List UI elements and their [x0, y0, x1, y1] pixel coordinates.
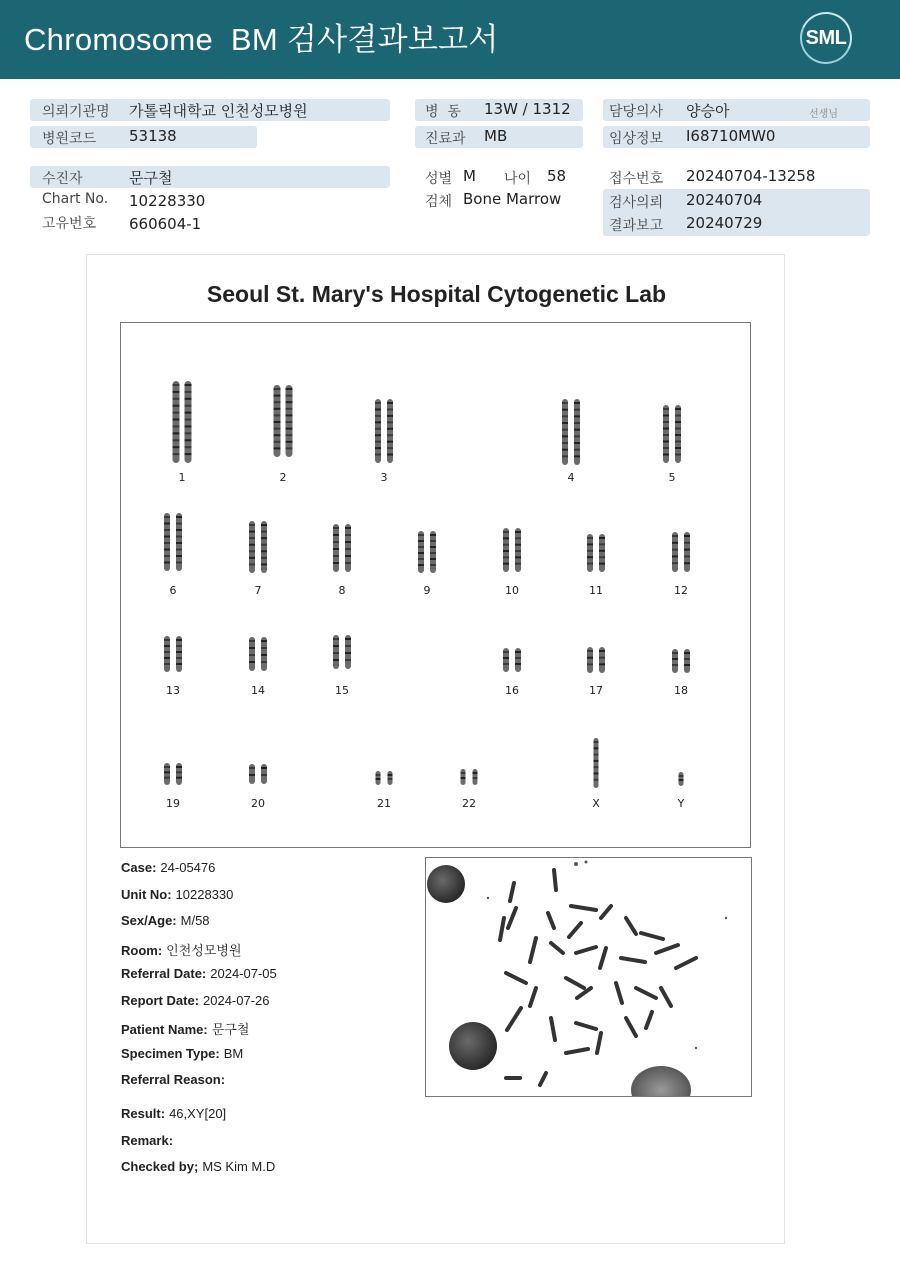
chromosome-16-icon	[499, 648, 525, 672]
examinee-row	[30, 166, 390, 188]
report-field-result-0	[121, 1106, 226, 1121]
report-field-value: 인천성모병원	[166, 942, 242, 958]
report-field-value: BM	[223, 1045, 244, 1061]
result-report-value: 20240729	[686, 214, 763, 232]
doctor-label: 담당의사	[609, 104, 664, 120]
logo-text: SML	[805, 27, 847, 49]
karyotype-panel	[120, 322, 751, 848]
chromosome-6-icon	[160, 513, 186, 571]
chromosome-label: 9	[423, 584, 431, 597]
unique-label: 고유번호	[42, 216, 97, 232]
chromosome-label: 1	[178, 471, 186, 484]
report-field-4	[121, 966, 277, 981]
doctor-value: 양승아	[686, 102, 730, 120]
receipt-value: 20240704-13258	[686, 167, 816, 185]
chromosome-12-icon	[668, 532, 694, 572]
age-label: 나이	[504, 171, 532, 187]
report-field-result-1	[121, 1133, 177, 1148]
specimen-value: Bone Marrow	[463, 190, 562, 208]
chromosome-label: 8	[338, 584, 346, 597]
report-field-7	[121, 1046, 243, 1061]
report-field-label: Referral Date:	[121, 966, 207, 981]
chromosome-label: 19	[166, 797, 180, 810]
report-field-1	[121, 887, 233, 902]
chromosome-label: 21	[377, 797, 391, 810]
chromosome-5-icon	[659, 405, 685, 463]
request-label: 검사의뢰	[609, 195, 664, 211]
report-field-value: 24-05476	[160, 860, 216, 875]
report-field-2	[121, 913, 210, 928]
chromosome-label: 16	[505, 684, 519, 697]
report-field-label: Room:	[121, 942, 163, 958]
report-field-label: Result:	[121, 1106, 166, 1121]
metaphase-image	[425, 857, 752, 1097]
report-field-value: MS Kim M.D	[202, 1159, 276, 1174]
report-field-value: 문구철	[211, 1022, 250, 1037]
specimen-label: 검체	[425, 194, 453, 210]
chromosome-label: 18	[674, 684, 688, 697]
chromosome-label: 11	[589, 584, 603, 597]
chromosome-label: Y	[677, 797, 685, 810]
chromosome-22-icon	[456, 769, 482, 785]
chromosome-20-icon	[245, 764, 271, 784]
report-field-label: Report Date:	[121, 992, 200, 1008]
report-field-result-2	[121, 1159, 275, 1174]
chromosome-label: 3	[380, 471, 388, 484]
chromosome-label: 17	[589, 684, 603, 697]
chromosome-label: 20	[251, 797, 265, 810]
report-field-value: 46,XY[20]	[169, 1106, 227, 1121]
chromosome-label: 4	[567, 471, 575, 484]
report-field-value: 2024-07-26	[203, 992, 270, 1008]
sex-value: M	[463, 167, 476, 185]
chromosome-label: 10	[505, 584, 519, 597]
request-value: 20240704	[686, 191, 763, 209]
report-field-label: Patient Name:	[121, 1022, 208, 1037]
report-field-8	[121, 1072, 229, 1087]
chromosome-label: 2	[279, 471, 287, 484]
chart-value: 10228330	[129, 192, 206, 210]
report-field-6	[121, 1019, 249, 1038]
sex-label: 성별	[425, 171, 453, 187]
hospital-code-value: 53138	[129, 127, 177, 145]
chromosome-label: 6	[169, 584, 177, 597]
report-field-label: Checked by;	[121, 1159, 199, 1174]
report-field-value: M/58	[180, 913, 210, 928]
department-label: 진료과	[425, 131, 466, 147]
chromosome-label: 7	[254, 584, 262, 597]
report-field-label: Remark:	[121, 1132, 174, 1148]
chromosome-7-icon	[245, 521, 271, 573]
chart-label: Chart No.	[42, 191, 109, 207]
report-field-0	[121, 860, 215, 875]
chromosome-3-icon	[371, 399, 397, 463]
chromosome-x-icon	[589, 738, 603, 788]
report-field-label: Sex/Age:	[121, 913, 177, 928]
institution-value: 가톨릭대학교 인천성모병원	[129, 102, 308, 120]
chromosome-10-icon	[499, 528, 525, 572]
chromosome-19-icon	[160, 763, 186, 785]
report-field-value: 10228330	[175, 886, 234, 902]
hospital-code-label: 병원코드	[42, 131, 97, 147]
report-field-value: 2024-07-05	[210, 966, 277, 981]
chromosome-21-icon	[371, 771, 397, 785]
chromosome-13-icon	[160, 636, 186, 672]
chromosome-2-icon	[270, 385, 296, 457]
chromosome-y-icon	[674, 772, 688, 786]
report-title: Chromosome BM 검사결과보고서	[24, 22, 499, 57]
chromosome-18-icon	[668, 649, 694, 673]
lab-report	[86, 254, 785, 1244]
chromosome-15-icon	[329, 635, 355, 669]
report-field-label: Unit No:	[121, 886, 172, 902]
report-field-5	[121, 993, 270, 1008]
examinee-label: 수진자	[42, 171, 83, 187]
clinical-label: 임상정보	[609, 131, 664, 147]
sml-logo	[800, 12, 852, 64]
chromosome-1-icon	[169, 381, 195, 463]
report-field-3	[121, 940, 242, 959]
doctor-suffix: 선생님	[809, 109, 838, 120]
report-field-label: Specimen Type:	[121, 1045, 220, 1061]
receipt-label: 접수번호	[609, 171, 664, 187]
chromosome-14-icon	[245, 637, 271, 671]
report-field-label: Case:	[121, 860, 157, 875]
chromosome-label: 13	[166, 684, 180, 697]
metaphase-spread-icon	[426, 858, 752, 1097]
institution-label: 의뢰기관명	[42, 104, 110, 120]
chromosome-9-icon	[414, 531, 440, 573]
chromosome-label: X	[592, 797, 600, 810]
examinee-value: 문구철	[129, 169, 173, 187]
chromosome-label: 5	[668, 471, 676, 484]
chromosome-17-icon	[583, 647, 609, 673]
chromosome-11-icon	[583, 534, 609, 572]
result-report-label: 결과보고	[609, 218, 664, 234]
report-header	[0, 0, 900, 79]
chromosome-label: 12	[674, 584, 688, 597]
ward-value: 13W / 1312	[484, 100, 571, 118]
clinical-value: I68710MW0	[686, 127, 776, 145]
age-value: 58	[547, 167, 567, 185]
chromosome-8-icon	[329, 524, 355, 572]
lab-title: Seoul St. Mary's Hospital Cytogenetic Lab	[206, 281, 667, 307]
unique-value: 660604-1	[129, 215, 202, 233]
chromosome-4-icon	[558, 399, 584, 465]
ward-label: 병 동	[425, 104, 461, 120]
department-value: MB	[484, 127, 508, 145]
chromosome-label: 15	[335, 684, 349, 697]
chromosome-label: 22	[462, 797, 476, 810]
report-field-label: Referral Reason:	[121, 1072, 226, 1087]
chromosome-label: 14	[251, 684, 265, 697]
